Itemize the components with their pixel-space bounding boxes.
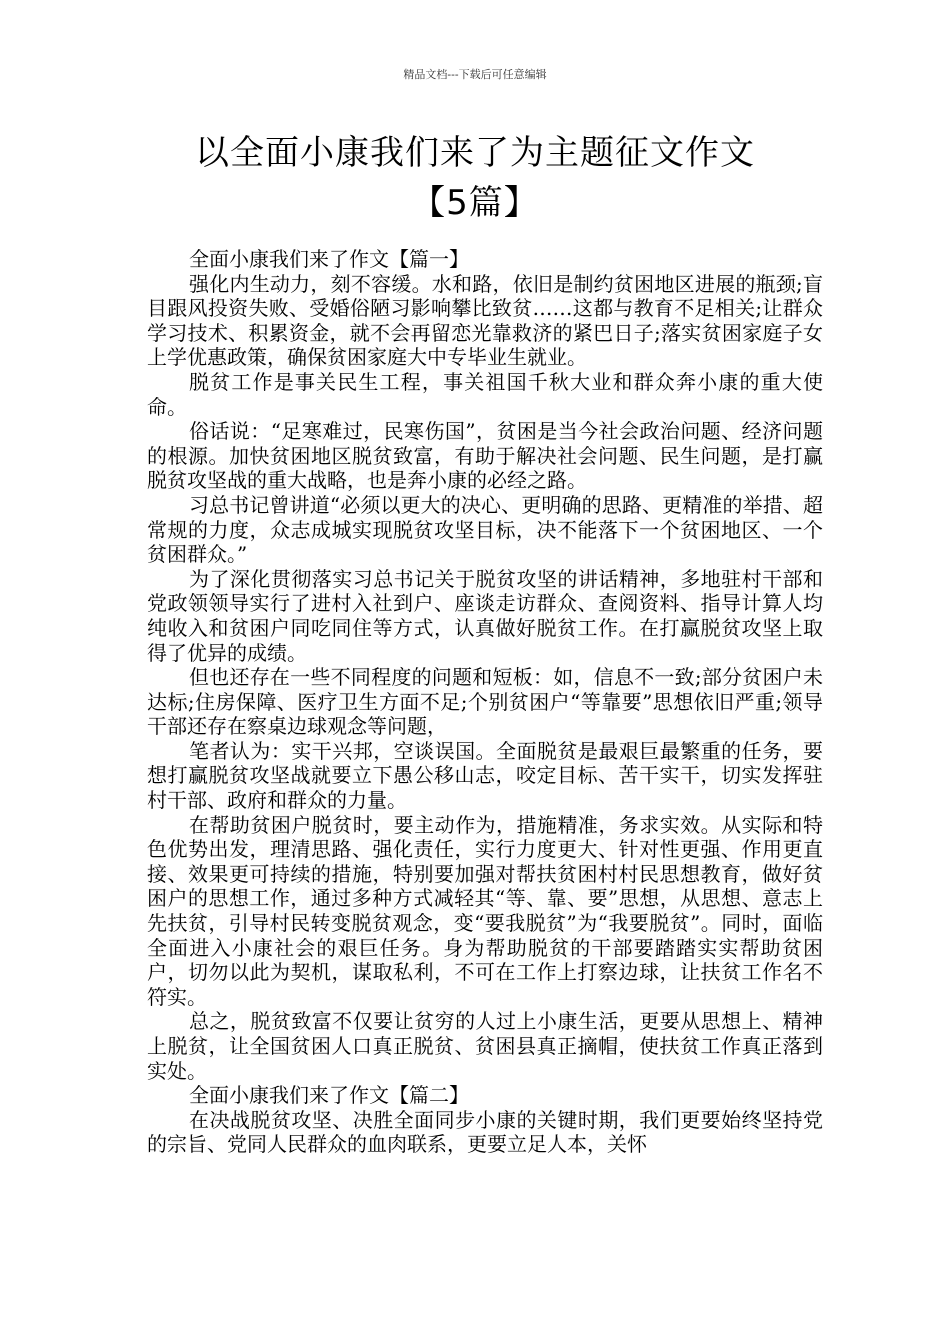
- paragraph: 习总书记曾讲道“必须以更大的决心、更明确的思路、更精准的举措、超常规的力度，众志成城实现脱贫攻坚目标，决不能落下一个贫困地区、一个贫困群众。”: [147, 492, 823, 567]
- section-heading-2: 全面小康我们来了作文【篇二】: [189, 1083, 469, 1108]
- section-heading-1: 全面小康我们来了作文【篇一】: [189, 247, 469, 271]
- title-line-1: 以全面小康我们来了为主题征文作文: [195, 133, 755, 173]
- paragraph: 但也还存在一些不同程度的问题和短板：如，信息不一致;部分贫困户未达标;住房保障、医疗卫生方面不足;个别贫困户“等靠要”思想依旧严重;领导干部还存在察桌边球观念等问题，: [147, 665, 823, 739]
- paragraph: 总之，脱贫致富不仅要让贫穷的人过上小康生活，更要从思想上、精神上脱贫，让全国贫困人口真正脱贫、贫困县真正摘帽，使扶贫工作真正落到实处。: [147, 1009, 823, 1083]
- paragraph: 俗话说：“足寒难过，民寒伤国”，贫困是当今社会政治问题、经济问题的根源。加快贫困地区脱贫致富，有助于解决社会问题、民生问题，是打赢脱贫攻坚战的重大战略，也是奔小康的必经之路。: [147, 419, 823, 493]
- paragraph: 笔者认为：实干兴邦，空谈误国。全面脱贫是最艰巨最繁重的任务，要想打赢脱贫攻坚战就要立下愚公移山志，咬定目标、苦干实干，切实发挥驻村干部、政府和群众的力量。: [147, 738, 823, 813]
- paragraph: 在帮助贫困户脱贫时，要主动作为，措施精准，务求实效。从实际和特色优势出发，理清思路、强化责任，实行力度更大、针对性更强、作用更直接、效果更可持续的措施，特别要加强对帮扶贫困村村民思想教育，做好贫困户的思想工作，通过多种方式减轻其“等、靠、要”思想，从思想、意志上先扶贫，引导村民转变脱贫观念，变“要我脱贫”为“我要脱贫”。同时，面临全面进入小康社会的艰巨任务。身为帮助脱贫的干部要踏踏实实帮助贫困户，切勿以此为契机，谋取私利，不可在工作上打察边球，让扶贫工作名不符实。: [147, 812, 823, 1009]
- paragraph: 在决战脱贫攻坚、决胜全面同步小康的关键时期，我们更要始终坚持党的宗旨、党同人民群众的血肉联系，更要立足人本，关怀: [147, 1107, 823, 1157]
- paragraph: 强化内生动力，刻不容缓。水和路，依旧是制约贫困地区进展的瓶颈;盲目跟风投资失败、受婚俗陋习影响攀比致贫……这都与教育不足相关;让群众学习技术、积累资金，就不会再留恋光靠救济的紧巴日子;落实贫困家庭子女上学优惠政策，确保贫困家庭大中专毕业生就业。: [147, 271, 823, 370]
- document-body: [147, 247, 823, 1157]
- header-note: 精品文档---下载后可任意编辑: [403, 68, 547, 81]
- paragraph: 脱贫工作是事关民生工程，事关祖国千秋大业和群众奔小康的重大使命。: [147, 369, 823, 419]
- document-title: [80, 128, 870, 228]
- paragraph: 为了深化贯彻落实习总书记关于脱贫攻坚的讲话精神，多地驻村干部和党政领领导实行了进村入社到户、座谈走访群众、查阅资料、指导计算人均纯收入和贫困户同吃同住等方式，认真做好脱贫工作。在打赢脱贫攻坚上取得了优异的成绩。: [147, 566, 823, 665]
- title-line-2: 【5篇】: [411, 183, 539, 223]
